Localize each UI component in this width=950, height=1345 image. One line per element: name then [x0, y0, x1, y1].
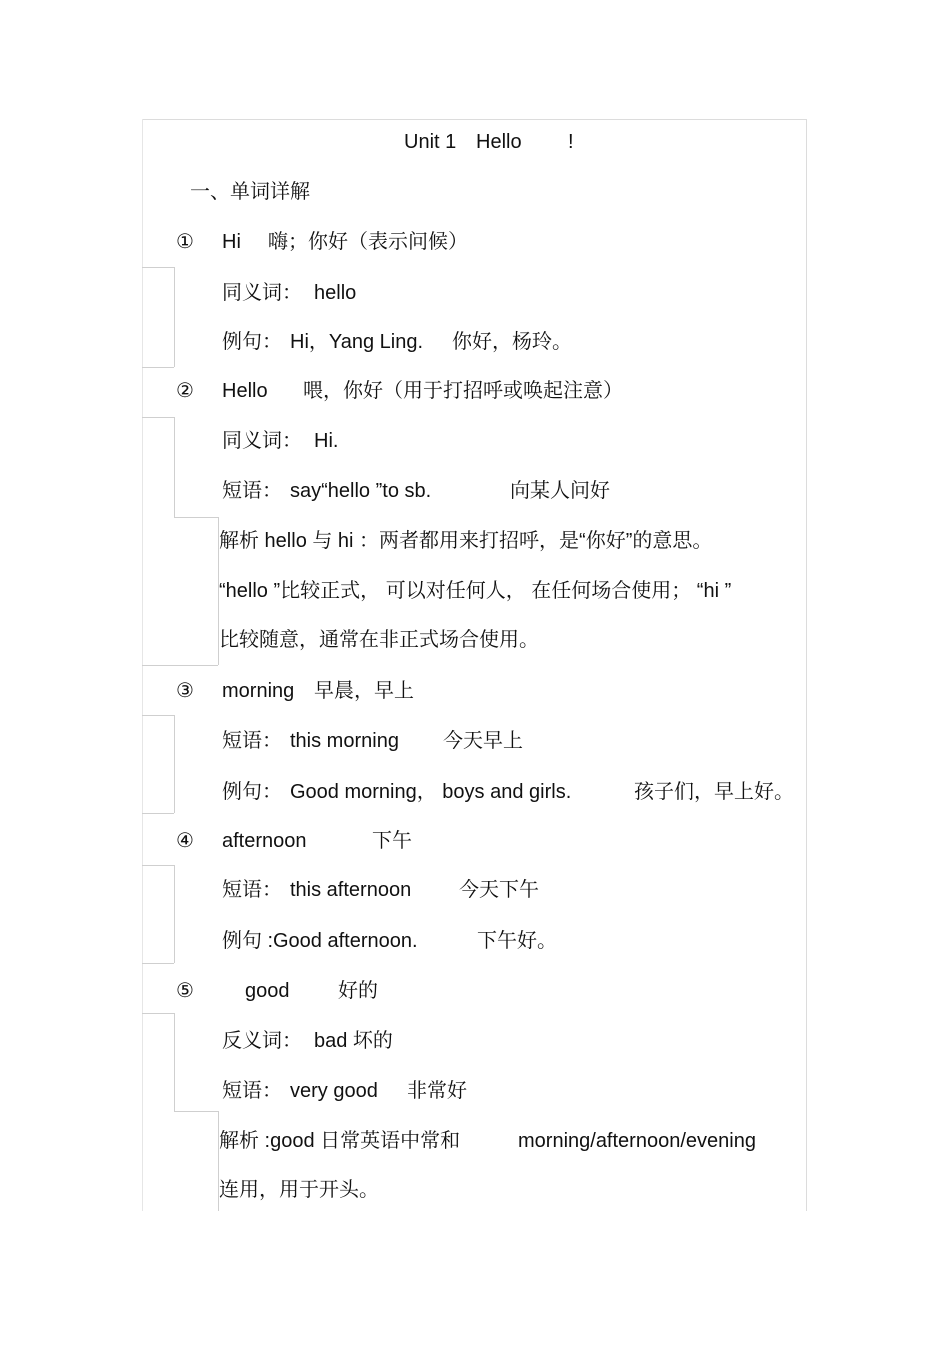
- analysis-line: 解析 hello 与 hi ：两者都用来打招呼，是“你好”的意思。: [219, 530, 713, 552]
- item-meaning: 早晨，早上: [314, 680, 414, 702]
- cell-border: [142, 963, 174, 964]
- cell-border: [174, 517, 218, 518]
- line-text: bad 坏的: [314, 1030, 393, 1052]
- line-label: 反义词：: [222, 1030, 302, 1052]
- line-text: Good afternoon.: [273, 930, 418, 952]
- line-translation: 孩子们，早上好。: [634, 781, 794, 803]
- line-text: this morning: [290, 730, 399, 752]
- cell-border: [142, 1013, 174, 1014]
- line-translation: 你好，杨玲。: [452, 331, 572, 353]
- item-number: ④: [176, 830, 194, 852]
- line-translation: 向某人问好: [510, 480, 610, 502]
- cell-border: [174, 715, 175, 813]
- title-unit: Unit 1: [404, 131, 457, 153]
- cell-border: [142, 865, 174, 866]
- table-border-right: [806, 119, 807, 1211]
- item-meaning: 嗨；你好（表示问候）: [268, 231, 468, 253]
- line-translation: 非常好: [407, 1080, 467, 1102]
- line-text: Good morning， boys and girls.: [290, 781, 572, 803]
- item-number: ①: [176, 231, 194, 253]
- line-label: 例句：: [222, 331, 282, 353]
- line-label: 短语：: [222, 730, 282, 752]
- line-text: hello: [314, 282, 357, 304]
- item-meaning: 喂，你好（用于打招呼或唤起注意）: [303, 380, 623, 402]
- line-label: 同义词：: [222, 430, 302, 452]
- section-heading: 一、单词详解: [190, 181, 310, 203]
- item-word: morning: [222, 680, 295, 702]
- line-label: 短语：: [222, 879, 282, 901]
- table-border-top: [142, 119, 807, 120]
- item-meaning: 下午: [372, 830, 412, 852]
- cell-border: [174, 417, 175, 517]
- cell-border: [174, 865, 175, 963]
- cell-border: [142, 417, 174, 418]
- line-label: 短语：: [222, 1080, 282, 1102]
- analysis-line-tail: morning/afternoon/evening: [518, 1130, 756, 1152]
- line-translation: 今天早上: [443, 730, 523, 752]
- analysis-line: 比较随意，通常在非正式场合使用。: [219, 629, 539, 651]
- cell-border: [142, 665, 218, 666]
- line-text: very good: [290, 1080, 378, 1102]
- line-translation: 下午好。: [477, 930, 557, 952]
- item-number: ③: [176, 680, 194, 702]
- line-text: Hi.: [314, 430, 339, 452]
- item-number: ⑤: [176, 980, 194, 1002]
- item-word: afternoon: [222, 830, 307, 852]
- title-exclamation: !: [568, 131, 574, 153]
- analysis-line: “hello ”比较正式， 可以对任何人， 在任何场合使用； “hi ”: [219, 580, 732, 602]
- line-translation: 今天下午: [459, 879, 539, 901]
- analysis-line: 连用，用于开头。: [219, 1179, 379, 1201]
- item-word: Hello: [222, 380, 268, 402]
- line-label: 同义词：: [222, 282, 302, 304]
- cell-border: [174, 1111, 218, 1112]
- cell-border: [142, 715, 174, 716]
- analysis-line: 解析 :good 日常英语中常和: [219, 1130, 461, 1152]
- item-meaning: 好的: [338, 980, 378, 1002]
- item-word: Hi: [222, 231, 241, 253]
- line-text: Hi，Yang Ling.: [290, 331, 424, 353]
- title-hello: Hello: [476, 131, 522, 153]
- line-text: say“hello ”to sb.: [290, 480, 432, 502]
- cell-border: [142, 367, 174, 368]
- line-text: this afternoon: [290, 879, 412, 901]
- line-label: 短语：: [222, 480, 282, 502]
- cell-border: [142, 813, 174, 814]
- line-label: 例句 :: [222, 930, 274, 952]
- item-number: ②: [176, 380, 194, 402]
- cell-border: [142, 267, 174, 268]
- cell-border: [174, 267, 175, 367]
- cell-border: [174, 1013, 175, 1111]
- item-word: good: [245, 980, 290, 1002]
- line-label: 例句：: [222, 781, 282, 803]
